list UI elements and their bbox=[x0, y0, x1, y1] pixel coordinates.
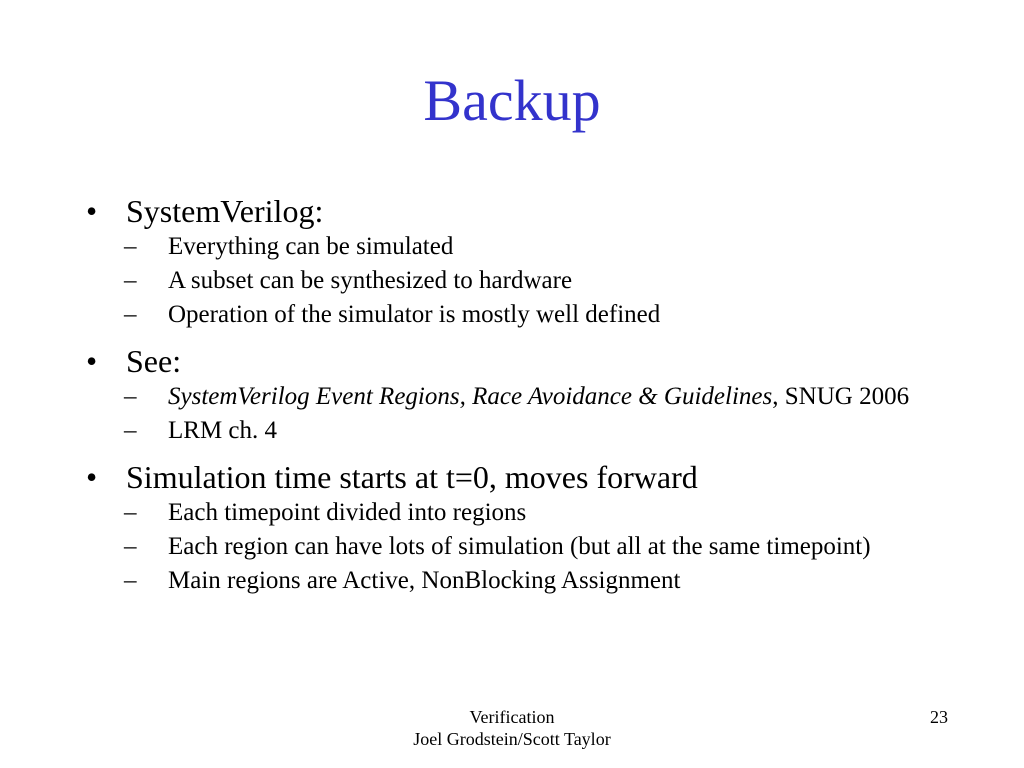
sub-item bbox=[124, 414, 940, 448]
bullet-see bbox=[80, 342, 940, 380]
sub-list bbox=[124, 380, 940, 448]
sub-marker: – bbox=[124, 233, 137, 260]
sub-item bbox=[124, 564, 940, 598]
sub-item bbox=[124, 530, 940, 564]
sub-marker: – bbox=[124, 383, 137, 410]
reference-title: SystemVerilog Event Regions, Race Avoidance & Guidelines bbox=[168, 383, 773, 410]
sub-text: LRM ch. 4 bbox=[168, 417, 278, 444]
bullet-text: See: bbox=[126, 343, 182, 379]
reference-venue: , SNUG 2006 bbox=[772, 383, 910, 410]
sub-text: Operation of the simulator is mostly well defined bbox=[168, 301, 661, 328]
sub-list bbox=[124, 230, 940, 332]
footer-course: Verification bbox=[469, 707, 555, 727]
bullet-text: SystemVerilog: bbox=[126, 193, 324, 229]
bullet-marker: • bbox=[86, 343, 98, 379]
sub-item bbox=[124, 496, 940, 530]
bullet-text: Simulation time starts at t=0, moves forward bbox=[126, 459, 698, 495]
bullet-marker: • bbox=[86, 193, 98, 229]
slide-title: Backup bbox=[423, 68, 601, 133]
sub-marker: – bbox=[124, 533, 137, 560]
sub-marker: – bbox=[124, 267, 137, 294]
sub-text: Main regions are Active, NonBlocking Assignment bbox=[168, 567, 681, 594]
sub-text: Everything can be simulated bbox=[168, 233, 454, 260]
bullet-marker: • bbox=[86, 459, 98, 495]
sub-text: Each timepoint divided into regions bbox=[168, 499, 527, 526]
bullet-systemverilog bbox=[80, 192, 940, 230]
sub-item bbox=[124, 264, 940, 298]
slide-footer bbox=[0, 706, 1024, 750]
sub-item bbox=[124, 230, 940, 264]
sub-item bbox=[124, 298, 940, 332]
footer-authors: Joel Grodstein/Scott Taylor bbox=[413, 729, 611, 749]
page-number: 23 bbox=[930, 707, 948, 727]
sub-text: A subset can be synthesized to hardware bbox=[168, 267, 573, 294]
sub-marker: – bbox=[124, 499, 137, 526]
sub-marker: – bbox=[124, 567, 137, 594]
sub-list bbox=[124, 496, 940, 598]
sub-marker: – bbox=[124, 417, 137, 444]
bullet-simulation-time bbox=[80, 458, 940, 496]
sub-text: Each region can have lots of simulation (but all at the same timepoint) bbox=[168, 533, 871, 560]
slide-content bbox=[80, 192, 940, 600]
sub-item-reference bbox=[124, 380, 940, 414]
sub-marker: – bbox=[124, 301, 137, 328]
